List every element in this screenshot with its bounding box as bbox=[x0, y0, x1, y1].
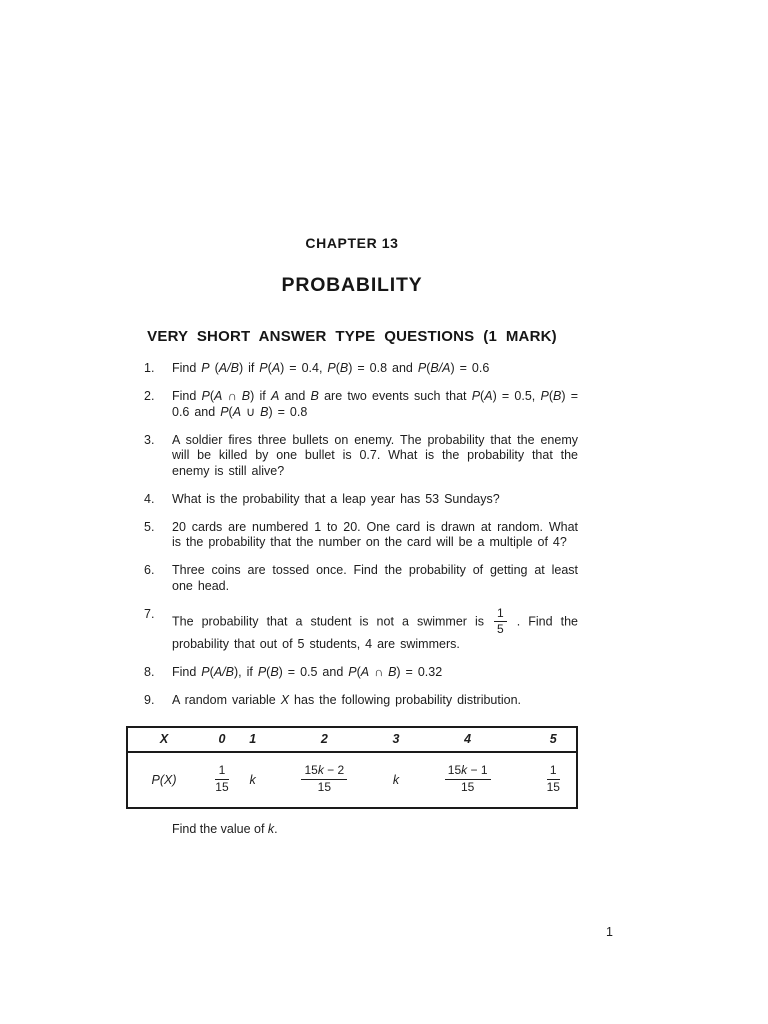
question-number: 3. bbox=[144, 432, 155, 447]
table-value-row bbox=[127, 752, 577, 808]
question-text: 20 cards are numbered 1 to 20. One card is drawn at random. What is the probability that the number on the card will be a multiple of 4? bbox=[172, 519, 578, 549]
table-cell bbox=[261, 752, 387, 808]
probability-distribution-table bbox=[126, 726, 578, 809]
table-cell: k bbox=[249, 772, 256, 787]
page-number: 1 bbox=[606, 925, 613, 939]
question-item bbox=[126, 492, 578, 508]
question-number: 2. bbox=[144, 389, 155, 403]
table-header-cell: 2 bbox=[261, 727, 387, 752]
chapter-heading: CHAPTER 13 bbox=[305, 235, 399, 251]
section-heading: VERY SHORT ANSWER TYPE QUESTIONS (1 MARK) bbox=[147, 328, 557, 345]
question-item bbox=[126, 361, 578, 377]
question-item bbox=[126, 520, 578, 551]
table-header-cell: 1 bbox=[244, 727, 262, 752]
question-text: The probability that a student is not a swimmer is $\frac{1}{5}$ . Find the probability that out of 5 students, 4 are swimmers. bbox=[172, 605, 578, 652]
question-number: 8. bbox=[144, 665, 155, 680]
fraction: $\frac{1}{15}$ bbox=[546, 763, 560, 795]
question-item bbox=[126, 665, 578, 681]
question-number: 4. bbox=[144, 491, 155, 506]
question-text: A random variable X has the following probability distribution. bbox=[172, 693, 522, 708]
question-text: What is the probability that a leap year has 53 Sundays? bbox=[172, 491, 500, 506]
table-header-row bbox=[127, 727, 577, 752]
question-number: 9. bbox=[144, 693, 155, 708]
table-header-cell: X bbox=[127, 727, 200, 752]
page-content bbox=[126, 0, 578, 837]
fraction: $\frac{15k - 2}{15}$ bbox=[301, 764, 347, 795]
table-header-cell: 3 bbox=[387, 727, 405, 752]
question-number: 7. bbox=[144, 606, 155, 621]
fraction: $\frac{15k - 1}{15}$ bbox=[445, 764, 491, 795]
question-item bbox=[126, 433, 578, 480]
question-number: 6. bbox=[144, 563, 155, 577]
question-text: Find P (A/B) if P(A) = 0.4, P(B) = 0.8 and P(B/A) = 0.6 bbox=[172, 361, 490, 375]
fraction: $\frac{1}{15}$ bbox=[215, 763, 229, 795]
question-number: 1. bbox=[144, 361, 155, 375]
table-cell bbox=[200, 752, 244, 808]
table-cell: k bbox=[392, 772, 400, 787]
question-item bbox=[126, 607, 578, 653]
question-list bbox=[126, 361, 578, 709]
table-header-cell: 4 bbox=[405, 727, 531, 752]
table-header-cell: 0 bbox=[200, 727, 244, 752]
question-text: Find P(A/B), if P(B) = 0.5 and P(A ∩ B) = 0.32 bbox=[172, 665, 443, 680]
table-cell bbox=[531, 752, 577, 808]
table-header-cell: 5 bbox=[531, 727, 577, 752]
question-text: Three coins are tossed once. Find the probability of getting at least one head. bbox=[172, 563, 578, 593]
page-title: PROBABILITY bbox=[281, 274, 423, 296]
fraction: $\frac{1}{5}$ bbox=[494, 607, 507, 638]
question-item bbox=[126, 389, 578, 420]
question-text: A soldier fires three bullets on enemy. The probability that the enemy will be killed by one bullet is 0.7. What is the probability that the enemy is still alive? bbox=[172, 432, 578, 478]
find-k-note: Find the value of k. bbox=[172, 821, 278, 836]
question-number: 5. bbox=[144, 519, 155, 534]
question-item bbox=[126, 693, 578, 709]
question-text: Find P(A ∩ B) if A and B are two events such that P(A) = 0.5, P(B) = 0.6 and P(A ∪ B) = 0.8 bbox=[172, 389, 579, 419]
table-cell bbox=[405, 752, 531, 808]
table-row-label: P(X) bbox=[151, 772, 177, 787]
question-item bbox=[126, 563, 578, 594]
